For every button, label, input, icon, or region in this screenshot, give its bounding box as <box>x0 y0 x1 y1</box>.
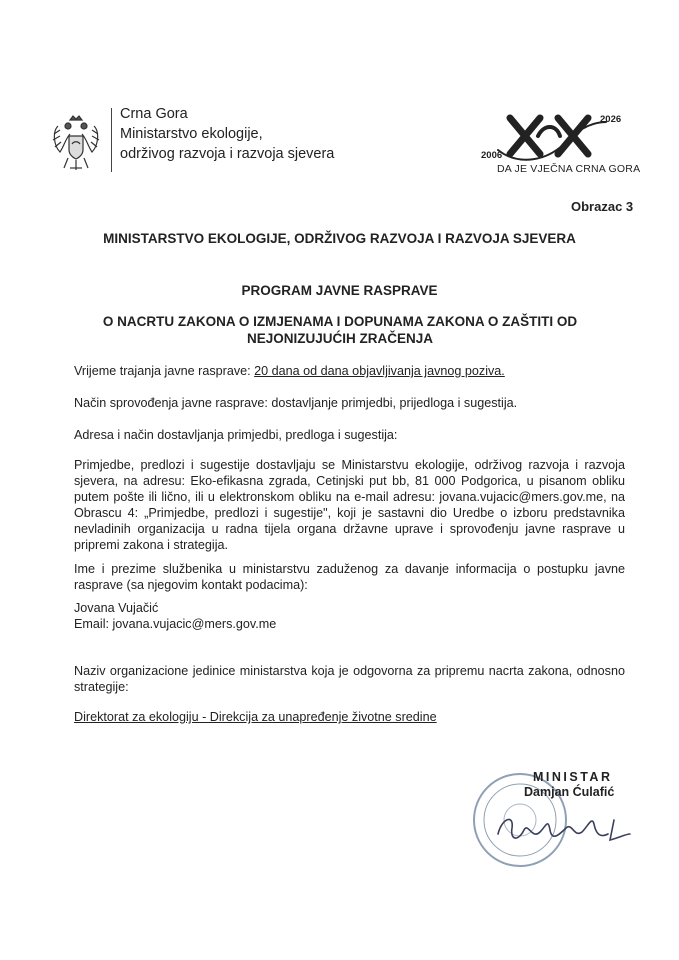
address-heading: Adresa i način dostavljanja primjedbi, predloga i sugestija: <box>74 428 398 442</box>
form-label: Obrazac 3 <box>571 199 634 214</box>
coat-of-arms-icon <box>50 112 102 176</box>
ministry-title: MINISTARSTVO EKOLOGIJE, ODRŽIVOG RAZVOJA I RAZVOJA SJEVERA <box>103 231 576 246</box>
official-email: Email: jovana.vujacic@mers.gov.me <box>74 617 277 631</box>
duration-value: 20 dana od dana objavljivanja javnog poziva. <box>254 364 505 378</box>
unit-value: Direktorat za ekologiju - Direkcija za unapređenje životne sredine <box>74 710 437 724</box>
logo-year-right: 2026 <box>600 114 622 125</box>
ministry-name-line2: održivog razvoja i razvoja sjevera <box>120 146 335 162</box>
official-heading: Ime i prezime službenika u ministarstvu zaduženog za davanje informacija o postupku javne rasprave (sa njegovim kontakt podacima): <box>74 562 625 592</box>
logo-year-left: 2006 <box>481 150 503 161</box>
duration-line <box>74 363 625 379</box>
address-paragraph: Primjedbe, predlozi i sugestije dostavljaju se Ministarstvu ekologije, održivog razvoja i razvoja sjevera, na adresu: Eko-efikasna zgrada, Cetinjski put bb, 81 000 Podgorica, u pisanom obliku putem pošte ili lično, ili u elektronskom obliku na e-mail adresu: jovana.vujacic@mers.gov.me, na Obrascu 4: „Primjedbe, predlozi i sugestije", koji je sastavni dio Uredbe o izboru predstavnika nevladinih organizacija u radna tijela organa državne uprave i sprovođenju javne rasprave u pripremi zakona i strategija. <box>74 458 625 552</box>
handwritten-signature <box>488 804 638 854</box>
ministry-name-line1: Ministarstvo ekologije, <box>120 126 263 142</box>
logo-caption: DA JE VJEČNA CRNA GORA <box>497 163 641 175</box>
country-name: Crna Gora <box>120 106 188 122</box>
unit-heading: Naziv organizacione jedinice ministarstva koja je odgovorna za pripremu nacrta zakona, odnosno strategije: <box>74 664 625 694</box>
signatory-name: Damjan Ćulafić <box>524 785 615 799</box>
official-name: Jovana Vujačić <box>74 601 159 615</box>
duration-label: Vrijeme trajanja javne rasprave: <box>74 364 251 378</box>
ministry-header <box>120 104 334 164</box>
subject-title: O NACRTU ZAKONA O IZMJENAMA I DOPUNAMA ZAKONA O ZAŠTITI OD NEJONIZUJUĆIH ZRAČENJA <box>102 314 578 346</box>
unit-value-line <box>74 709 625 725</box>
header-divider <box>111 108 112 172</box>
program-title: PROGRAM JAVNE RASPRAVE <box>241 283 438 298</box>
signatory-title: MINISTAR <box>533 770 613 784</box>
method-line: Način sprovođenja javne rasprave: dostavljanje primjedbi, prijedloga i sugestija. <box>74 396 518 410</box>
